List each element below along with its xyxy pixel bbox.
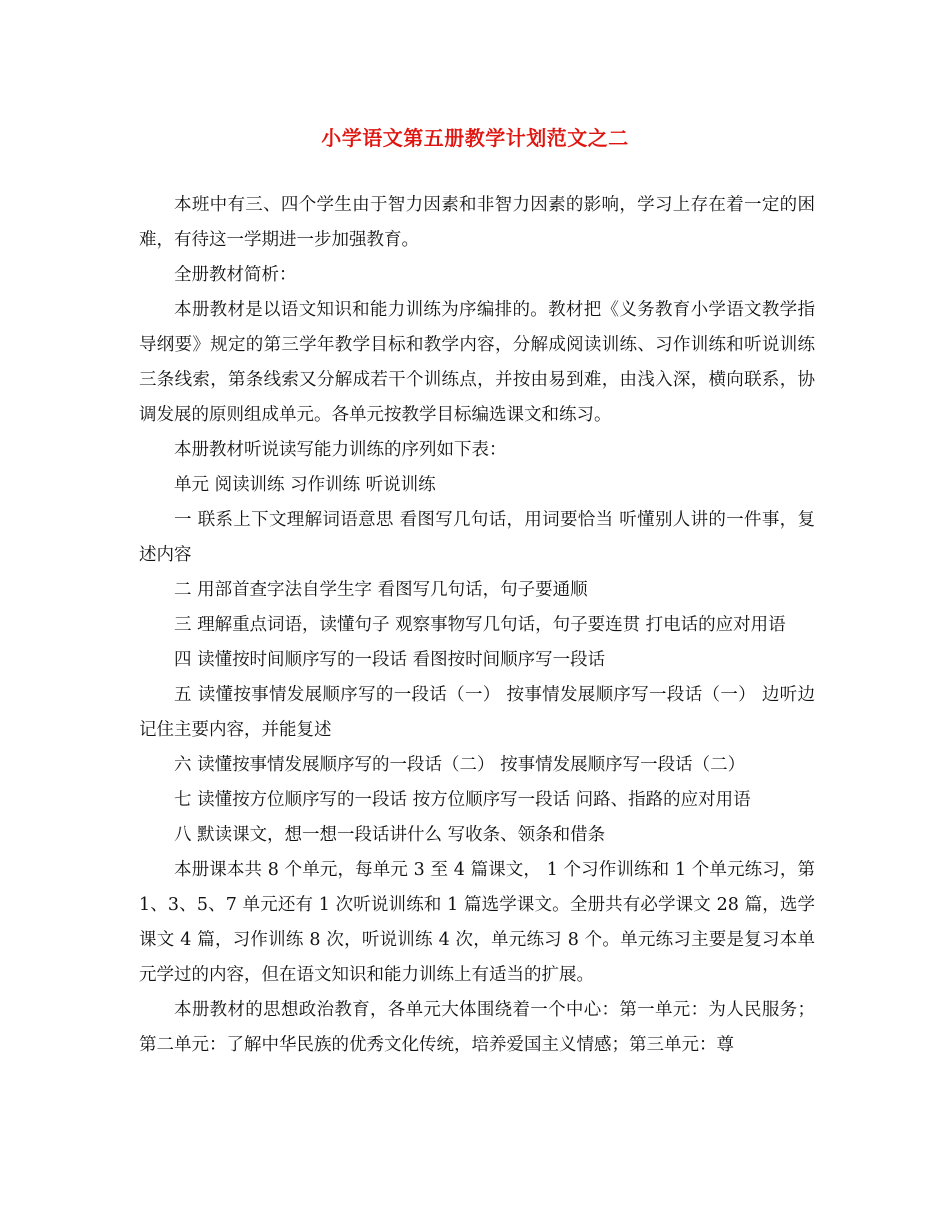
unit-line-3: 三 理解重点词语，读懂句子 观察事物写几句话，句子要连贯 打电话的应对用语	[174, 615, 786, 635]
document-title: 小学语文第五册教学计划范文之二	[321, 126, 629, 150]
paragraph-intro: 本班中有三、四个学生由于智力因素和非智力因素的影响，学习上存在着一定的困难，有待这一学期进一步加强教育。	[139, 195, 815, 250]
table-header-line: 单元 阅读训练 习作训练 听说训练	[174, 475, 436, 495]
unit-line-1: 一 联系上下文理解词语意思 看图写几句话，用词要恰当 听懂别人讲的一件事，复述内容	[139, 510, 815, 565]
unit-line-6: 六 读懂按事情发展顺序写的一段话（二） 按事情发展顺序写一段话（二）	[174, 755, 746, 775]
unit-line-8: 八 默读课文，想一想一段话讲什么 写收条、领条和借条	[174, 825, 606, 845]
paragraph-overview-heading: 全册教材简析：	[174, 265, 297, 285]
document-body	[139, 188, 815, 1063]
unit-line-4: 四 读懂按时间顺序写的一段话 看图按时间顺序写一段话	[174, 650, 606, 670]
paragraph-overview: 本册教材是以语文知识和能力训练为序编排的。教材把《义务教育小学语文教学指导纲要》规定的第三学年教学目标和教学内容，分解成阅读训练、习作训练和听说训练三条线索，第条线索又分解成若干个训练点，并按由易到难，由浅入深，横向联系，协调发展的原则组成单元。各单元按教学目标编选课文和练习。	[139, 300, 815, 425]
unit-line-7: 七 读懂按方位顺序写的一段话 按方位顺序写一段话 问路、指路的应对用语	[174, 790, 751, 810]
paragraph-structure: 本册课本共 8 个单元，每单元 3 至 4 篇课文， 1 个习作训练和 1 个单元练习，第 1、3、5、7 单元还有 1 次听说训练和 1 篇选学课文。全册共有必学课文 28 篇，选学课文 4 篇，习作训练 8 次，听说训练 4 次，单元练习 8 个。单元练习主要是复习本单元学过的内容，但在语文知识和能力训练上有适当的扩展。	[139, 860, 815, 985]
paragraph-political-education: 本册教材的思想政治教育，各单元大体围绕着一个中心：第一单元：为人民服务；第二单元：了解中华民族的优秀文化传统，培养爱国主义情感；第三单元：尊	[139, 1000, 815, 1055]
unit-line-2: 二 用部首查字法自学生字 看图写几句话，句子要通顺	[174, 580, 588, 600]
paragraph-table-intro: 本册教材听说读写能力训练的序列如下表：	[174, 440, 507, 460]
unit-line-5: 五 读懂按事情发展顺序写的一段话（一） 按事情发展顺序写一段话（一） 边听边记住主要内容，并能复述	[139, 685, 815, 740]
